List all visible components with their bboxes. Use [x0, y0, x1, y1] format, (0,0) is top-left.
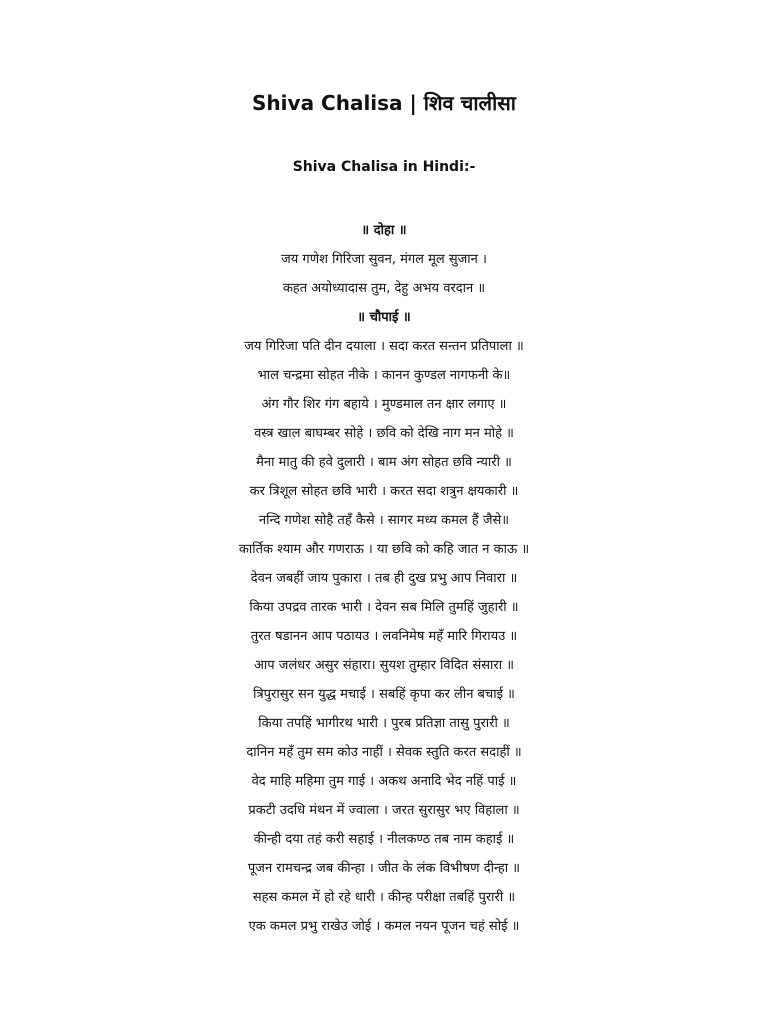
verse-line: अंग गौर शिर गंग बहाये । मुण्डमाल तन क्षार लगाए ॥ — [261, 397, 507, 412]
verse-list — [0, 216, 768, 941]
verse-line: प्रकटी उदधि मंथन में ज्वाला । जरत सुरासुर भए विहाला ॥ — [248, 803, 520, 818]
page-title: Shiva Chalisa | शिव चालीसा — [252, 91, 516, 115]
verse-line: एक कमल प्रभु राखेउ जोई । कमल नयन पूजन चहं सोई ॥ — [248, 919, 520, 934]
verse-line: नन्दि गणेश सोहै तहँ कैसे । सागर मध्य कमल हैं जैसे॥ — [258, 513, 510, 528]
section-subtitle: Shiva Chalisa in Hindi:- — [292, 159, 476, 175]
verse-section-heading: ॥ चौपाई ॥ — [357, 310, 411, 325]
verse-line: सहस कमल में हो रहे धारी । कीन्ह परीक्षा तबहिं पुरारी ॥ — [252, 890, 516, 905]
verse-line: पूजन रामचन्द्र जब कीन्हा । जीत के लंक विभीषण दीन्हा ॥ — [247, 861, 521, 876]
verse-line: दानिन महँ तुम सम कोउ नाहीं । सेवक स्तुति करत सदाहीं ॥ — [246, 745, 522, 760]
verse-line: जय गणेश गिरिजा सुवन, मंगल मूल सुजान । — [281, 252, 487, 267]
verse-line: कार्तिक श्याम और गणराऊ । या छवि को कहि जात न काऊ ॥ — [238, 542, 530, 557]
verse-line: कर त्रिशूल सोहत छवि भारी । करत सदा शत्रुन क्षयकारी ॥ — [249, 484, 519, 499]
verse-line: तुरत षडानन आप पठायउ । लवनिमेष महँ मारि गिरायउ ॥ — [250, 629, 518, 644]
verse-line: जय गिरिजा पति दीन दयाला । सदा करत सन्तन प्रतिपाला ॥ — [244, 339, 524, 354]
verse-line: देवन जबहीं जाय पुकारा । तब ही दुख प्रभु आप निवारा ॥ — [250, 571, 518, 586]
verse-section-heading: ॥ दोहा ॥ — [361, 223, 407, 238]
verse-line: त्रिपुरासुर सन युद्ध मचाई । सबहिं कृपा कर लीन बचाई ॥ — [253, 687, 515, 702]
verse-line: भाल चन्द्रमा सोहत नीके । कानन कुण्डल नागफनी के॥ — [257, 368, 511, 383]
verse-line: कीन्ही दया तहं करी सहाई । नीलकण्ठ तब नाम कहाई ॥ — [253, 832, 515, 847]
verse-line: वस्त्र खाल बाघम्बर सोहे । छवि को देखि नाग मन मोहे ॥ — [254, 426, 514, 441]
verse-line: मैना मातु की हवे दुलारी । बाम अंग सोहत छवि न्यारी ॥ — [256, 455, 512, 470]
verse-line: किया तपहिं भागीरथ भारी । पुरब प्रतिज्ञा तासु पुरारी ॥ — [258, 716, 510, 731]
verse-line: किया उपद्रव तारक भारी । देवन सब मिलि तुमहिं जुहारी ॥ — [249, 600, 519, 615]
verse-line: आप जलंधर असुर संहारा। सुयश तुम्हार विदित संसारा ॥ — [254, 658, 514, 673]
verse-line: वेद माहि महिमा तुम गाई । अकथ अनादि भेद नहिं पाई ॥ — [251, 774, 517, 789]
verse-line: कहत अयोध्यादास तुम, देहु अभय वरदान ॥ — [282, 281, 486, 296]
